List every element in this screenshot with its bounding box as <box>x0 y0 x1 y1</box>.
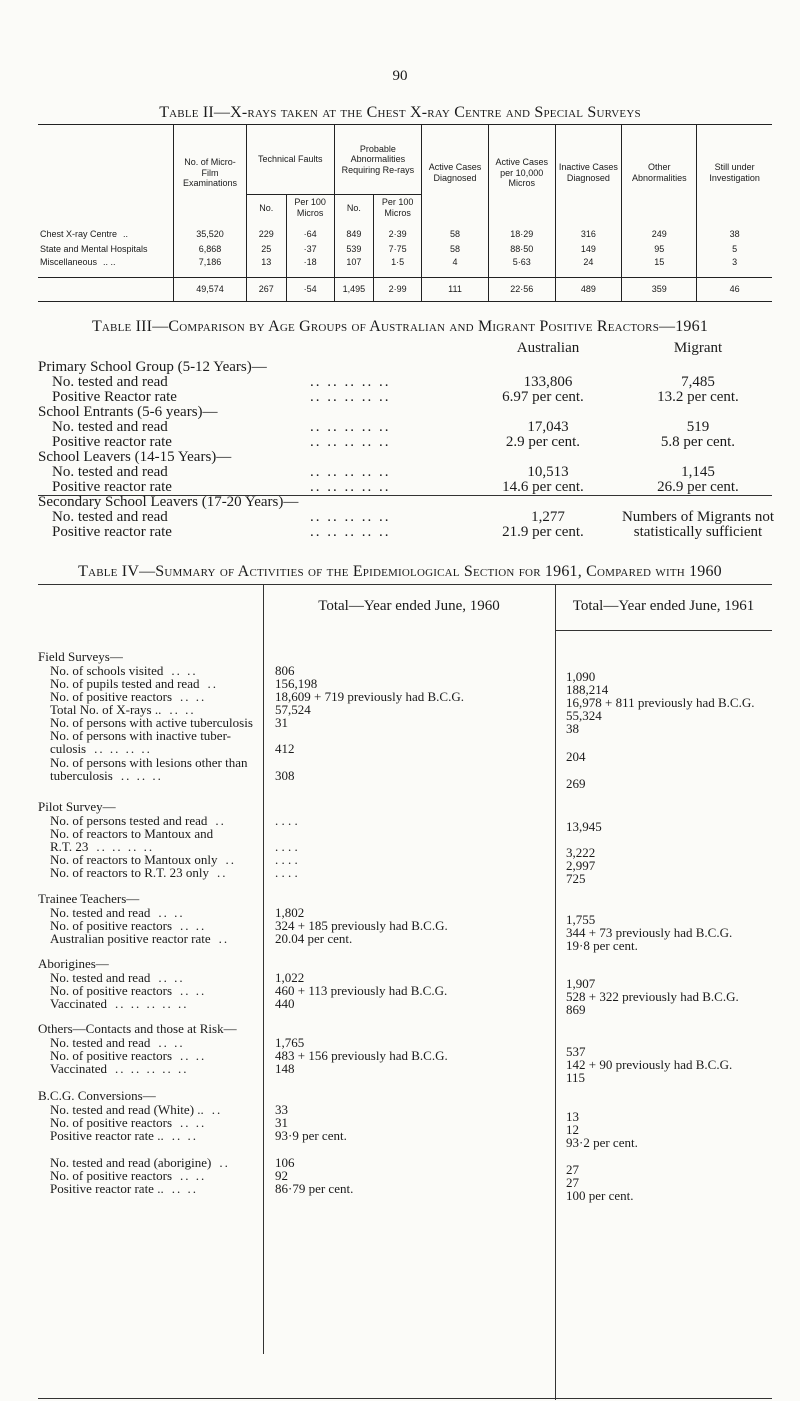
row-label-text: No. tested and read <box>50 905 151 920</box>
table-4-bottom-rule <box>38 1398 772 1399</box>
table-row <box>38 243 772 257</box>
migrant-value: 5.8 per cent. <box>660 434 736 450</box>
leader-dots: .. .. .. .. .. <box>310 509 391 525</box>
value-1961: 16,978 + 811 previously had B.C.G. <box>566 695 755 710</box>
value-1961: 27 <box>566 1175 579 1190</box>
value-1961: 269 <box>566 776 586 791</box>
value-1960: 1,802 <box>275 905 305 920</box>
total-cell: 2·99 <box>374 278 422 302</box>
migrant-value: 519 <box>686 419 710 435</box>
header-micro: No. of Micro-Film Examinations <box>174 125 247 221</box>
migrant-value: 13.2 per cent. <box>657 389 739 405</box>
spacer-cell <box>247 270 287 278</box>
row-label-text: No. of reactors to R.T. 23 only <box>50 865 209 880</box>
row-label: Primary School Group (5-12 Years)— <box>38 359 267 375</box>
spacer-cell <box>174 270 247 278</box>
spacer-cell <box>422 270 489 278</box>
table-2-body <box>38 221 772 302</box>
australian-value: 10,513 <box>527 464 569 480</box>
row-label-text: No. of positive reactors <box>50 918 173 933</box>
value-1961: 537 <box>566 1044 586 1059</box>
section-heading: Aborigines— <box>38 956 109 971</box>
value-1960: 1,765 <box>275 1035 305 1050</box>
table-4-title: Table IV—Summary of Activities of the Epidemiological Section for 1961, Compared with 1960 <box>78 563 722 580</box>
leader-dots: .. .. .. .. .. <box>310 464 391 480</box>
table-cell: ·37 <box>286 243 334 257</box>
total-cell: 267 <box>247 278 287 302</box>
value-1960: . . . . <box>275 852 298 867</box>
leader-dots: .. .. .. .. .. <box>310 389 391 405</box>
leader-dots: .. <box>216 865 228 880</box>
leader-dots: .. .. <box>158 970 185 985</box>
value-1961: 2,997 <box>566 858 596 873</box>
row-label-text: No. of reactors to Mantoux and <box>50 826 214 841</box>
row-label-text: Australian positive reactor rate <box>50 931 211 946</box>
table-cell: 24 <box>555 256 622 270</box>
row-label <box>50 1182 198 1195</box>
table-row <box>38 256 772 270</box>
spacer-cell <box>286 270 334 278</box>
table-cell: 58 <box>422 221 489 243</box>
australian-value: 6.97 per cent. <box>502 389 584 405</box>
spacer-cell <box>555 270 622 278</box>
value-1961: 115 <box>566 1070 586 1085</box>
leader-dots: .. .. .. .. .. <box>115 1061 189 1076</box>
value-1960: 93·9 per cent. <box>275 1128 347 1143</box>
value-1960: 33 <box>275 1102 288 1117</box>
table-cell: 7·75 <box>374 243 422 257</box>
row-label-text: R.T. 23 <box>50 839 89 854</box>
leader-dots: .. .. .. .. <box>94 741 152 756</box>
table-cell: 229 <box>247 221 287 243</box>
page-number: 90 <box>392 68 408 84</box>
table-cell: ·18 <box>286 256 334 270</box>
row-label-text: No. tested and read (White) .. <box>50 1102 204 1117</box>
value-1961: 3,222 <box>566 845 596 860</box>
value-1960: 460 + 113 previously had B.C.G. <box>275 983 448 998</box>
table-4-divider-2 <box>555 584 556 1400</box>
row-label: No. tested and read <box>52 464 168 480</box>
row-label <box>50 769 163 782</box>
col-1961: Total—Year ended June, 1961 <box>572 598 755 614</box>
leader-dots: .. <box>219 1155 230 1170</box>
table-3-body <box>38 359 775 540</box>
section-heading: B.C.G. Conversions— <box>38 1088 156 1103</box>
total-cell: 111 <box>422 278 489 302</box>
row-label-text: No. of persons with inactive tuber- <box>50 728 231 743</box>
header-prob-per100: Per 100 Micros <box>374 195 422 221</box>
australian-value: 17,043 <box>527 419 569 435</box>
leader-dots: .. .. <box>180 983 207 998</box>
leader-dots: .. .. <box>180 1115 207 1130</box>
australian-value: 14.6 per cent. <box>502 479 584 495</box>
row-label: School Entrants (5-6 years)— <box>38 404 218 420</box>
row-label-text: Miscellaneous <box>40 257 98 268</box>
table-3-rule <box>38 495 772 496</box>
header-prob-no: No. <box>334 195 374 221</box>
table-row <box>38 435 772 450</box>
table-cell: 88·50 <box>488 243 555 257</box>
row-label-text: No. tested and read <box>50 1035 151 1050</box>
table-cell: 18·29 <box>488 221 555 243</box>
total-cell: 22·56 <box>488 278 555 302</box>
value-1960: 106 <box>275 1155 295 1170</box>
table-row <box>38 525 772 540</box>
value-1961: 100 per cent. <box>566 1188 634 1203</box>
table-cell: 149 <box>555 243 622 257</box>
row-label: Positive reactor rate <box>52 434 172 450</box>
value-1960: 31 <box>275 715 288 730</box>
value-1960: 148 <box>275 1061 295 1076</box>
table-4-divider-1 <box>263 584 264 1354</box>
table-cell: 849 <box>334 221 374 243</box>
migrant-value: 7,485 <box>681 374 715 390</box>
row-label <box>38 256 174 270</box>
total-cell: 49,574 <box>174 278 247 302</box>
col-australian: Australian <box>516 340 580 356</box>
row-label: School Leavers (14-15 Years)— <box>38 449 232 465</box>
table-cell: ·64 <box>286 221 334 243</box>
table-row <box>38 375 772 390</box>
table-3-title: Table III—Comparison by Age Groups of Australian and Migrant Positive Reactors—1961 <box>91 318 709 335</box>
row-label: Positive reactor rate <box>52 479 172 495</box>
table-row <box>38 495 772 510</box>
value-1960: . . . . <box>275 839 298 854</box>
leader-dots: .. <box>215 813 226 828</box>
leader-dots: .. .. .. .. .. <box>310 434 391 450</box>
row-label: No. tested and read <box>52 509 168 525</box>
value-1961: 142 + 90 previously had B.C.G. <box>566 1057 733 1072</box>
table-row <box>38 221 772 243</box>
table-cell: 316 <box>555 221 622 243</box>
table-cell: 15 <box>622 256 697 270</box>
value-1961: 27 <box>566 1162 579 1177</box>
leader-dots: .. .. .. .. <box>96 839 155 854</box>
total-cell: ·54 <box>286 278 334 302</box>
total-cell: 1,495 <box>334 278 374 302</box>
table-cell: 539 <box>334 243 374 257</box>
leader-dots: .. .. <box>171 1128 198 1143</box>
leader-dots: .. .. .. .. .. <box>310 524 391 540</box>
header-inactive: Inactive Cases Diagnosed <box>555 125 622 221</box>
spacer-cell <box>622 270 697 278</box>
migrant-value: statistically sufficient <box>633 524 763 540</box>
table-cell: 107 <box>334 256 374 270</box>
value-1961: 12 <box>566 1122 579 1137</box>
value-1960: 57,524 <box>275 702 311 717</box>
table-cell: 1·5 <box>374 256 422 270</box>
row-label: Secondary School Leavers (17-20 Years)— <box>38 494 299 510</box>
leader-dots: .. .. .. <box>120 768 163 783</box>
value-1961: 1,090 <box>566 669 596 684</box>
row-label-text: Positive reactor rate .. <box>50 1181 164 1196</box>
table-row <box>38 465 772 480</box>
table-cell: 58 <box>422 243 489 257</box>
table-cell: 95 <box>622 243 697 257</box>
row-label-text: No. of persons tested and read <box>50 813 208 828</box>
australian-value: 2.9 per cent. <box>505 434 581 450</box>
row-label-text: Total No. of X-rays .. <box>50 702 162 717</box>
value-1960: 1,022 <box>275 970 305 985</box>
table-cell: 35,520 <box>174 221 247 243</box>
total-cell: 46 <box>697 278 772 302</box>
table-row <box>38 450 772 465</box>
header-tech-per100: Per 100 Micros <box>286 195 334 221</box>
value-1961: 1,755 <box>566 912 596 927</box>
value-1960: 20.04 per cent. <box>275 931 353 946</box>
value-1960: 92 <box>275 1168 288 1183</box>
header-active-per: Active Cases per 10,000 Micros <box>488 125 555 221</box>
spacer-row <box>38 270 772 278</box>
migrant-value: 1,145 <box>681 464 715 480</box>
leader-dots: .. <box>207 676 218 691</box>
row-label <box>50 742 152 755</box>
table-row <box>38 405 772 420</box>
value-1960: 440 <box>275 996 295 1011</box>
australian-value: 133,806 <box>523 374 573 390</box>
leader-dots: .. <box>225 852 237 867</box>
row-label-text: No. of pupils tested and read <box>50 676 200 691</box>
row-label <box>38 243 174 257</box>
row-label-text: No. of persons with lesions other than <box>50 755 248 770</box>
row-label: No. tested and read <box>52 374 168 390</box>
header-still: Still under Investigation <box>697 125 772 221</box>
header-tech-no: No. <box>247 195 287 221</box>
value-1960: 308 <box>275 768 295 783</box>
migrant-value: 26.9 per cent. <box>657 479 739 495</box>
table-2-title: Table II—X-rays taken at the Chest X-ray Centre and Special Surveys <box>159 104 641 121</box>
table-cell: 2·39 <box>374 221 422 243</box>
australian-value: 1,277 <box>531 509 565 525</box>
row-label-text: No. of positive reactors <box>50 983 173 998</box>
value-1961: 528 + 322 previously had B.C.G. <box>566 989 739 1004</box>
table-2 <box>38 124 772 302</box>
table-3 <box>38 340 775 540</box>
leader-dots: .. .. .. .. .. <box>115 996 189 1011</box>
value-1960: . . . . <box>275 865 298 880</box>
leader-dots: .. .. .. .. .. <box>310 479 391 495</box>
value-1961: 55,324 <box>566 708 602 723</box>
col-1961-rule <box>555 630 772 631</box>
row-label-text: Vaccinated <box>50 996 108 1011</box>
value-1961: 93·2 per cent. <box>566 1135 638 1150</box>
value-1961: 13 <box>566 1109 579 1124</box>
row-label-text: No. of positive reactors <box>50 689 173 704</box>
table-cell: 6,868 <box>174 243 247 257</box>
header-active: Active Cases Diagnosed <box>422 125 489 221</box>
row-label <box>50 1062 189 1075</box>
table-row <box>38 390 772 405</box>
value-1960: 18,609 + 719 previously had B.C.G. <box>275 689 464 704</box>
header-other: Other Abnormalities <box>622 125 697 221</box>
leader-dots: .. <box>218 931 230 946</box>
row-label: Positive reactor rate <box>52 524 172 540</box>
value-1960: 324 + 185 previously had B.C.G. <box>275 918 448 933</box>
table-row <box>38 360 772 375</box>
row-label <box>38 221 174 243</box>
value-1961: 19·8 per cent. <box>566 938 638 953</box>
row-label-text: Positive reactor rate .. <box>50 1128 164 1143</box>
col-migrant: Migrant <box>673 340 723 356</box>
spacer-cell <box>334 270 374 278</box>
row-label <box>50 1129 198 1142</box>
leader-dots: .. .. <box>180 918 207 933</box>
header-probable: Probable Abnormalities Requiring Re-rays <box>334 125 422 195</box>
value-1960: 483 + 156 previously had B.C.G. <box>275 1048 448 1063</box>
table-cell: 5·63 <box>488 256 555 270</box>
row-label: Positive Reactor rate <box>52 389 177 405</box>
section-heading: Trainee Teachers— <box>38 891 140 906</box>
total-row <box>38 278 772 302</box>
table-cell: 13 <box>247 256 287 270</box>
total-cell: 489 <box>555 278 622 302</box>
value-1961: 1,907 <box>566 976 596 991</box>
spacer-cell <box>488 270 555 278</box>
leader-dots: .. .. <box>103 257 116 268</box>
leader-dots: .. .. .. .. .. <box>310 419 391 435</box>
value-1960: 412 <box>275 741 295 756</box>
row-label <box>50 932 229 945</box>
table-cell: 3 <box>697 256 772 270</box>
value-1960: . . . . <box>275 813 298 828</box>
table-cell: 38 <box>697 221 772 243</box>
migrant-value: Numbers of Migrants not <box>621 509 775 525</box>
leader-dots: .. .. <box>180 1168 207 1183</box>
leader-dots: .. <box>211 1102 223 1117</box>
leader-dots: .. <box>123 229 129 240</box>
row-label-text: tuberculosis <box>50 768 113 783</box>
spacer-cell <box>374 270 422 278</box>
total-label <box>38 278 174 302</box>
table-cell: 249 <box>622 221 697 243</box>
row-label-text: No. of reactors to Mantoux only <box>50 852 218 867</box>
value-1961: 344 + 73 previously had B.C.G. <box>566 925 733 940</box>
table-cell: 4 <box>422 256 489 270</box>
value-1960: 31 <box>275 1115 288 1130</box>
value-1961: 38 <box>566 721 579 736</box>
leader-dots: .. .. <box>171 1181 198 1196</box>
table-row <box>38 480 772 495</box>
total-cell: 359 <box>622 278 697 302</box>
australian-value: 21.9 per cent. <box>502 524 584 540</box>
leader-dots: .. .. <box>158 1035 185 1050</box>
row-label-text: No. of positive reactors <box>50 1115 173 1130</box>
value-1961: 869 <box>566 1002 586 1017</box>
value-1960: 156,198 <box>275 676 318 691</box>
value-1961: 204 <box>566 749 586 764</box>
section-heading: Field Surveys— <box>38 649 123 664</box>
row-label-text: No. of positive reactors <box>50 1168 173 1183</box>
value-1961: 188,214 <box>566 682 609 697</box>
row-label-text: Vaccinated <box>50 1061 108 1076</box>
header-technical-faults: Technical Faults <box>247 125 335 195</box>
row-label-text: No. of schools visited <box>50 663 164 678</box>
row-label-text: Chest X-ray Centre <box>40 229 118 240</box>
col-1960: Total—Year ended June, 1960 <box>318 598 500 614</box>
row-label <box>50 866 227 879</box>
section-heading: Others—Contacts and those at Risk— <box>38 1021 237 1036</box>
spacer-cell <box>697 270 772 278</box>
leader-dots: .. .. <box>171 663 198 678</box>
row-label-text: No. tested and read (aborigine) <box>50 1155 212 1170</box>
table-cell: 5 <box>697 243 772 257</box>
leader-dots: .. .. .. .. .. <box>310 374 391 390</box>
value-1961: 725 <box>566 871 586 886</box>
row-label: No. tested and read <box>52 419 168 435</box>
table-4-top-rule <box>38 584 772 585</box>
table-row <box>38 509 775 525</box>
row-label-text: No. of persons with active tuberculosis <box>50 715 253 730</box>
spacer-cell <box>38 270 174 278</box>
table-cell: 7,186 <box>174 256 247 270</box>
row-label-text: No. of positive reactors <box>50 1048 173 1063</box>
row-label <box>50 997 189 1010</box>
leader-dots: .. .. <box>180 1048 207 1063</box>
value-1960: 86·79 per cent. <box>275 1181 354 1196</box>
leader-dots: .. .. <box>169 702 196 717</box>
row-label-text: No. tested and read <box>50 970 151 985</box>
row-label-text: State and Mental Hospitals <box>40 243 148 254</box>
value-1960: 806 <box>275 663 295 678</box>
table-cell: 25 <box>247 243 287 257</box>
value-1961: 13,945 <box>566 819 602 834</box>
leader-dots: .. .. <box>158 905 185 920</box>
section-heading: Pilot Survey— <box>38 799 116 814</box>
leader-dots: .. .. <box>180 689 207 704</box>
table-row <box>38 420 772 435</box>
row-label-text: culosis <box>50 741 87 756</box>
